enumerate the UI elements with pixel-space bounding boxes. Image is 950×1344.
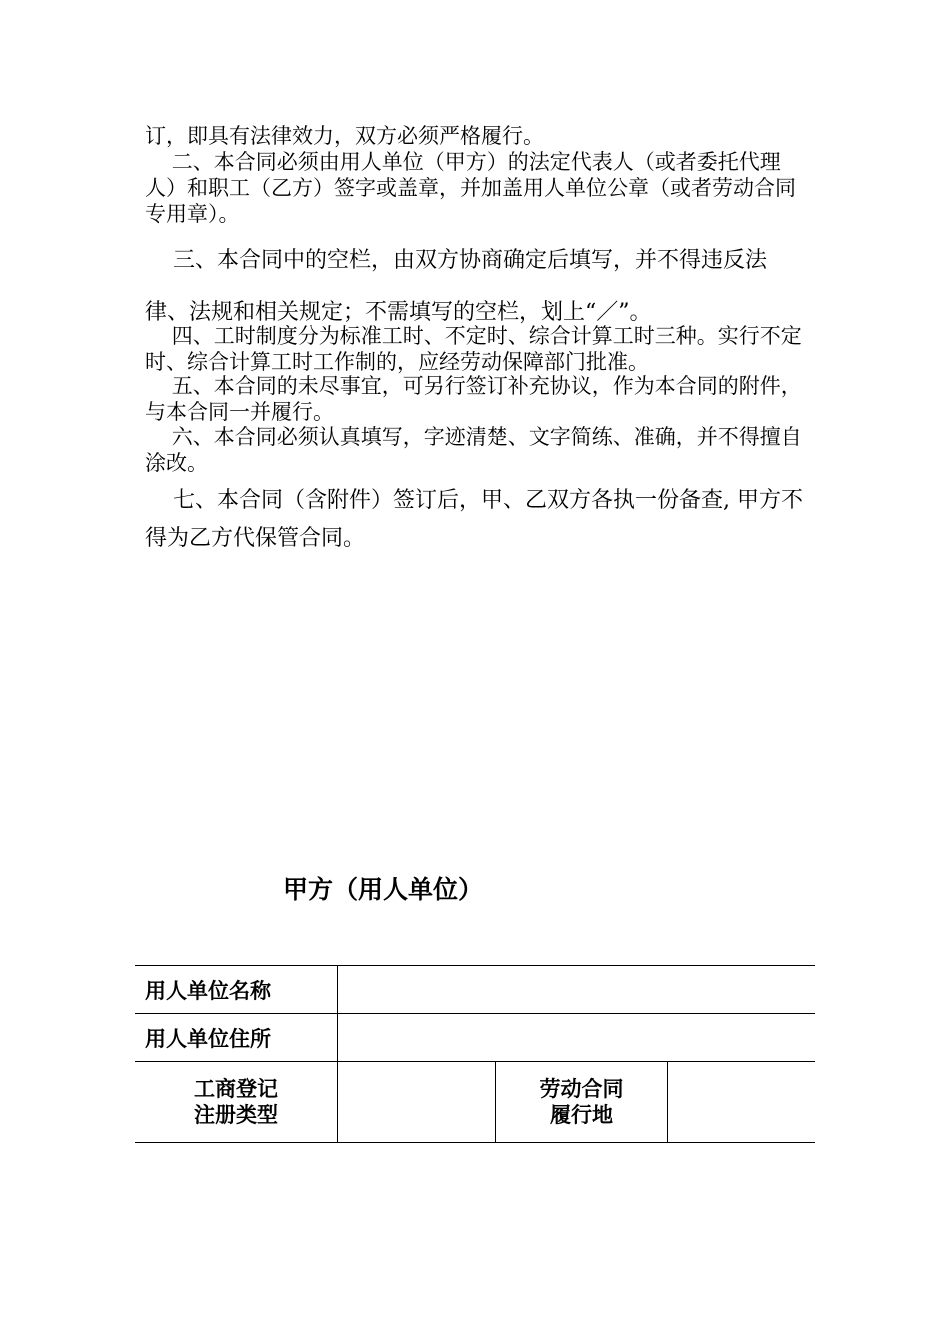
contract-place-label-text: 劳动合同 履行地 <box>539 1077 624 1127</box>
paragraph-clause-4: 四、工时制度分为标准工时、不定时、综合计算工时三种。实行不定时、综合计算工时工作制的，应经劳动保障部门批准。 <box>145 324 802 374</box>
party-a-heading: 甲方（用人单位） <box>283 875 484 904</box>
paragraph-clause-6: 六、本合同必须认真填写，字迹清楚、文字简练、准确，并不得擅自涂改。 <box>145 425 802 475</box>
paragraph-continuation: 订，即具有法律效力，双方必须严格履行。 <box>145 124 544 148</box>
paragraph-clause-2: 二、本合同必须由用人单位（甲方）的法定代表人（或者委托代理人）和职工（乙方）签字或盖章，并加盖用人单位公章（或者劳动合同专用章）。 <box>145 150 796 226</box>
contract-place-label <box>496 1062 668 1143</box>
paragraph-clause-5: 五、本合同的未尽事宜，可另行签订补充协议，作为本合同的附件，与本合同一并履行。 <box>145 374 802 424</box>
registration-type-label-text: 工商登记 注册类型 <box>194 1077 278 1127</box>
table-row <box>135 1014 815 1062</box>
table-row <box>135 966 815 1014</box>
table-row <box>135 1062 815 1143</box>
unit-name-label: 用人单位名称 <box>135 966 338 1014</box>
unit-name-field[interactable] <box>338 966 816 1014</box>
registration-type-field[interactable] <box>338 1062 496 1143</box>
contract-place-field[interactable] <box>668 1062 816 1143</box>
registration-type-label <box>135 1062 338 1143</box>
paragraph-clause-3: 三、本合同中的空栏，由双方协商确定后填写，并不得违反法律、法规和相关规定；不需填写的空栏，划上“／”。 <box>145 248 767 325</box>
paragraph-clause-7: 七、本合同（含附件）签订后，甲、乙双方各执一份备查, 甲方不得为乙方代保管合同。 <box>145 488 803 551</box>
unit-address-label: 用人单位住所 <box>135 1014 338 1062</box>
party-a-info-table <box>135 965 815 1143</box>
unit-address-field[interactable] <box>338 1014 816 1062</box>
